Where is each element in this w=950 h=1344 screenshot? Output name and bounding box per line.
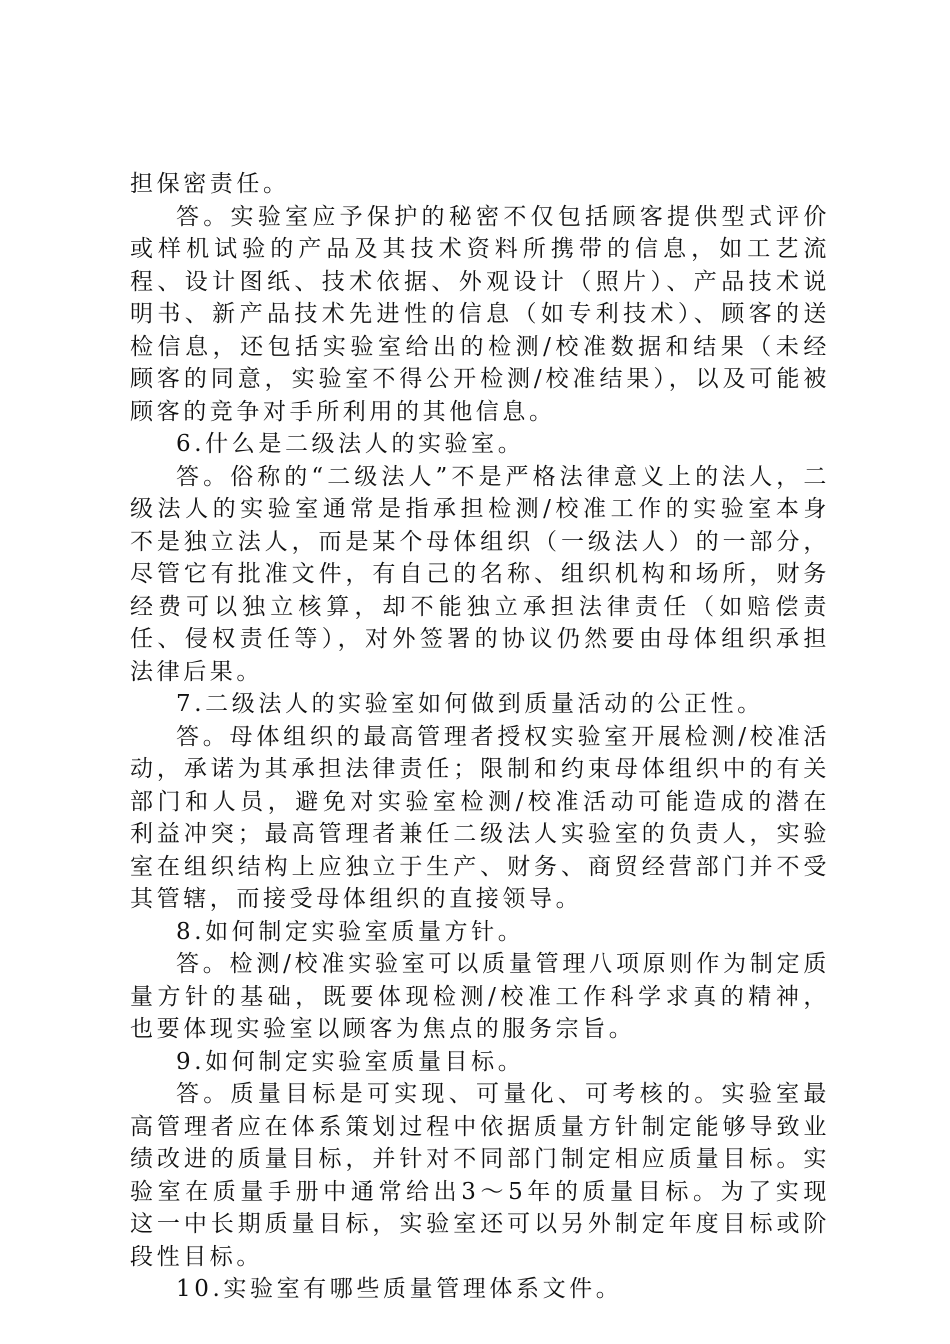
document-body <box>130 168 830 1306</box>
answer-paragraph: 答。俗称的“二级法人”不是严格法律意义上的法人，二级法人的实验室通常是指承担检测/校准工作的实验室本身不是独立法人，而是某个母体组织（一级法人）的一部分，尽管它有批准文件，有自己的名称、组织机构和场所，财务经费可以独立核算，却不能独立承担法律责任（如赔偿责任、侵权责任等），对外签署的协议仍然要由母体组织承担法律后果。 <box>130 463 830 685</box>
answer-paragraph: 答。母体组织的最高管理者授权实验室开展检测/校准活动，承诺为其承担法律责任；限制和约束母体组织中的有关部门和人员，避免对实验室检测/校准活动可能造成的潜在利益冲突；最高管理者兼任二级法人实验室的负责人，实验室在组织结构上应独立于生产、财务、商贸经营部门并不受其管辖，而接受母体组织的直接领导。 <box>130 723 830 912</box>
question-heading: 8.如何制定实验室质量方针。 <box>176 918 525 945</box>
answer-paragraph: 答。实验室应予保护的秘密不仅包括顾客提供型式评价或样机试验的产品及其技术资料所携带的信息，如工艺流程、设计图纸、技术依据、外观设计（照片）、产品技术说明书、新产品技术先进性的信息（如专利技术）、顾客的送检信息，还包括实验室给出的检测/校准数据和结果（未经顾客的同意，实验室不得公开检测/校准结果），以及可能被顾客的竞争对手所利用的其他信息。 <box>130 203 830 425</box>
answer-paragraph: 答。质量目标是可实现、可量化、可考核的。实验室最高管理者应在体系策划过程中依据质量方针制定能够导致业绩改进的质量目标，并针对不同部门制定相应质量目标。实验室在质量手册中通常给出3～5年的质量目标。为了实现这一中长期质量目标，实验室还可以另外制定年度目标或阶段性目标。 <box>130 1081 830 1270</box>
paragraph-continuation: 担保密责任。 <box>130 171 290 197</box>
question-heading: 6.什么是二级法人的实验室。 <box>176 431 525 457</box>
question-heading: 10.实验室有哪些质量管理体系文件。 <box>176 1276 623 1302</box>
question-heading: 7.二级法人的实验室如何做到质量活动的公正性。 <box>176 691 764 717</box>
question-heading: 9.如何制定实验室质量目标。 <box>176 1048 525 1075</box>
answer-paragraph: 答。检测/校准实验室可以质量管理八项原则作为制定质量方针的基础，既要体现检测/校准工作科学求真的精神，也要体现实验室以顾客为焦点的服务宗旨。 <box>130 951 830 1042</box>
